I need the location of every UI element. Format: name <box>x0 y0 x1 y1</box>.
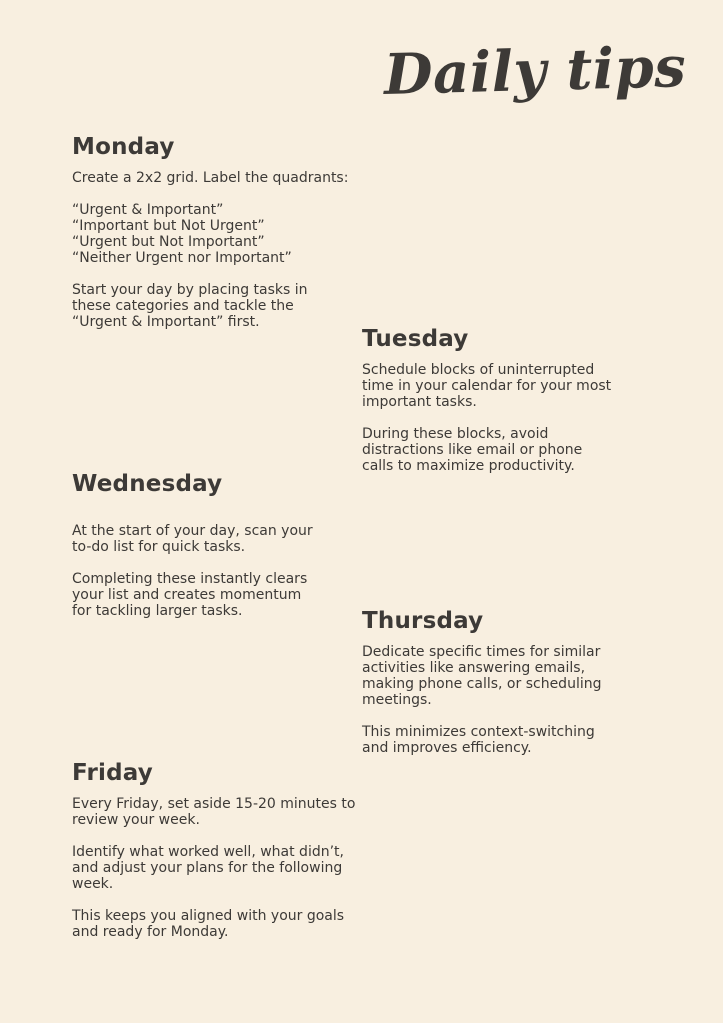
friday-paragraph: Every Friday, set aside 15-20 minutes to review your week. <box>72 796 356 828</box>
monday-paragraph: Start your day by placing tasks in these categories and tackle the “Urgent & Important” first. <box>72 282 308 330</box>
thursday-paragraph: This minimizes context-switching and improves efficiency. <box>362 724 595 756</box>
wednesday-body <box>72 523 372 619</box>
monday-tip <box>72 133 362 330</box>
monday-body <box>72 170 362 330</box>
friday-paragraph: This keeps you aligned with your goals and ready for Monday. <box>72 908 345 940</box>
monday-quadrant-list: “Urgent & Important” “Important but Not Urgent” “Urgent but Not Important” “Neither Urgent nor Important” <box>72 202 292 266</box>
thursday-paragraph: Dedicate specific times for similar activities like answering emails, making phone calls, or scheduling meetings. <box>362 644 602 708</box>
friday-body <box>72 796 362 940</box>
monday-heading: Monday <box>72 134 175 160</box>
wednesday-heading: Wednesday <box>72 471 223 497</box>
friday-paragraph: Identify what worked well, what didn’t, and adjust your plans for the following week. <box>72 844 344 892</box>
tuesday-heading: Tuesday <box>362 326 469 352</box>
thursday-body <box>362 644 662 756</box>
wednesday-paragraph: At the start of your day, scan your to-do list for quick tasks. <box>72 523 313 555</box>
friday-heading: Friday <box>72 760 153 786</box>
wednesday-tip <box>72 470 372 619</box>
friday-tip <box>72 759 362 940</box>
thursday-tip <box>362 607 662 756</box>
page-title: Daily tips <box>383 34 688 108</box>
tuesday-body <box>362 362 662 474</box>
tuesday-paragraph: Schedule blocks of uninterrupted time in your calendar for your most important tasks. <box>362 362 612 410</box>
tuesday-tip <box>362 325 662 474</box>
wednesday-paragraph: Completing these instantly clears your list and creates momentum for tackling larger tasks. <box>72 571 308 619</box>
tuesday-paragraph: During these blocks, avoid distractions like email or phone calls to maximize productivity. <box>362 426 583 474</box>
thursday-heading: Thursday <box>362 608 484 634</box>
monday-paragraph: Create a 2x2 grid. Label the quadrants: <box>72 170 349 186</box>
